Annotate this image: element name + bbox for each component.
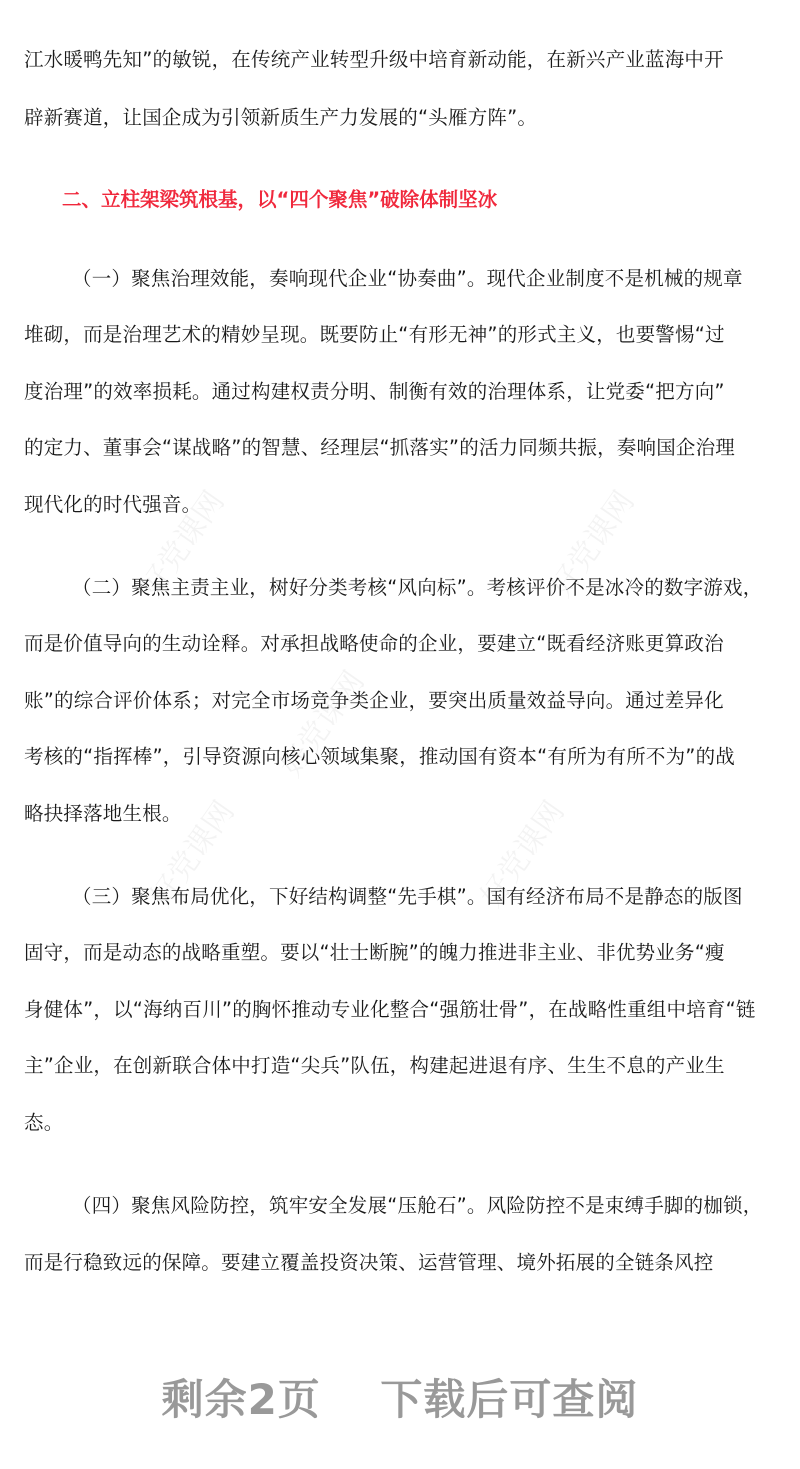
paragraph-2-line: 略抉择落地生根。 [24,802,182,825]
paragraph-1-line: 的定力、董事会“谋战略”的智慧、经理层“抓落实”的活力同频共振，奏响国企治理 [24,436,736,459]
download-to-view-label: 下载后可查阅 [380,1375,639,1424]
paragraph-4-line: 而是行稳致远的保障。要建立覆盖投资决策、运营管理、境外拓展的全链条风控 [24,1251,714,1274]
paragraph-1-line: （一）聚焦治理效能，奏响现代企业“协奏曲”。现代企业制度不是机械的规章 [72,267,743,290]
body-line: 辟新赛道，让国企成为引领新质生产力发展的“头雁方阵”。 [24,106,538,129]
remaining-pages-label: 剩余2页 [161,1375,321,1424]
paragraph-2-line: 而是价值导向的生动诠释。对承担战略使命的企业，要建立“既看经济账更算政治 [24,632,724,655]
body-line: 江水暖鸭先知”的敏锐，在传统产业转型升级中培育新动能，在新兴产业蓝海中开 [24,48,724,71]
paragraph-3-line: 固守，而是动态的战略重塑。要以“壮士断腕”的魄力推进非主业、非优势业务“瘦 [24,941,725,964]
paragraph-1-line: 堆砌，而是治理艺术的精妙呈现。既要防止“有形无神”的形式主义，也要警惕“过 [24,323,725,346]
paragraph-3-line: 主”企业，在创新联合体中打造“尖兵”队伍，构建起进退有序、生生不息的产业生 [24,1054,725,1077]
paragraph-3-line: （三）聚焦布局优化，下好结构调整“先手棋”。国有经济布局不是静态的版图 [72,885,743,908]
paragraph-3-line: 态。 [24,1111,64,1134]
paragraph-3-line: 身健体”，以“海纳百川”的胸怀推动专业化整合“强筋壮骨”，在战略性重组中培育“链 [24,998,756,1021]
paragraph-4-line: （四）聚焦风险防控，筑牢安全发展“压舱石”。风险防控不是束缚手脚的枷锁， [72,1194,763,1217]
paragraph-2-line: 账”的综合评价体系；对完全市场竞争类企业，要突出质量效益导向。通过差异化 [24,689,724,712]
paragraph-2-line: （二）聚焦主责主业，树好分类考核“风向标”。考核评价不是冰冷的数字游戏， [72,576,763,599]
download-prompt[interactable] [0,1367,800,1427]
paragraph-1-line: 现代化的时代强音。 [24,493,202,516]
section-heading: 二、立柱架梁筑根基，以“四个聚焦”破除体制坚冰 [62,188,498,211]
paragraph-1-line: 度治理”的效率损耗。通过构建权责分明、制衡有效的治理体系，让党委“把方向” [24,380,725,403]
paragraph-2-line: 考核的“指挥棒”，引导资源向核心领域集聚，推动国有资本“有所为有所不为”的战 [24,745,736,768]
